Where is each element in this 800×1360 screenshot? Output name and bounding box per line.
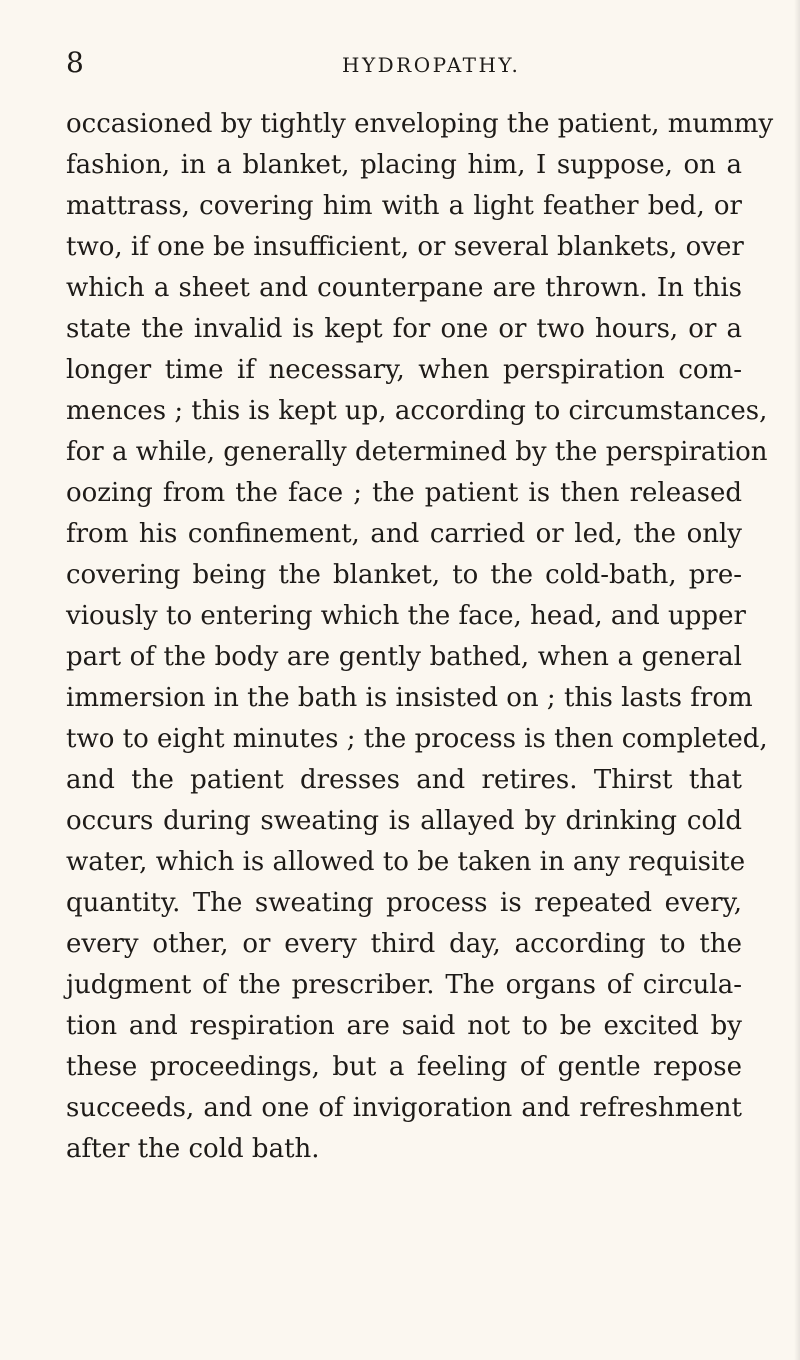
page-number: 8: [66, 46, 84, 79]
body-text: [66, 104, 774, 1170]
text-line: for a while, generally determined by the perspiration: [66, 437, 768, 467]
text-line: tion and respiration are said not to be excited by: [66, 1011, 742, 1041]
text-line: two to eight minutes ; the process is then completed,: [66, 724, 768, 754]
text-line: covering being the blanket, to the cold-bath, pre-: [66, 560, 742, 590]
text-line: longer time if necessary, when perspiration com-: [66, 355, 742, 385]
text-line: viously to entering which the face, head, and upper: [66, 601, 746, 631]
text-line: succeeds, and one of invigoration and refreshment: [66, 1093, 742, 1123]
text-line: these proceedings, but a feeling of gentle repose: [66, 1052, 742, 1082]
text-line: part of the body are gently bathed, when a general: [66, 642, 742, 672]
text-line: fashion, in a blanket, placing him, I suppose, on a: [66, 150, 742, 180]
text-line: oozing from the face ; the patient is then released: [66, 478, 742, 508]
text-line: after the cold bath.: [66, 1134, 320, 1164]
text-line: state the invalid is kept for one or two hours, or a: [66, 314, 742, 344]
text-line: mences ; this is kept up, according to circumstances,: [66, 396, 768, 426]
text-line: from his confinement, and carried or led, the only: [66, 519, 742, 549]
text-line: mattrass, covering him with a light feather bed, or: [66, 191, 742, 221]
text-line: which a sheet and counterpane are thrown. In this: [66, 273, 742, 303]
text-line: quantity. The sweating process is repeated every,: [66, 888, 742, 918]
text-line: water, which is allowed to be taken in any requisite: [66, 847, 746, 877]
text-line: and the patient dresses and retires. Thirst that: [66, 765, 742, 795]
text-line: occurs during sweating is allayed by drinking cold: [66, 806, 742, 836]
text-line: judgment of the prescriber. The organs of circula-: [66, 970, 742, 1000]
running-title: HYDROPATHY.: [342, 53, 521, 77]
text-line: every other, or every third day, according to the: [66, 929, 742, 959]
text-line: immersion in the bath is insisted on ; this lasts from: [66, 683, 753, 713]
text-line: two, if one be insufficient, or several blankets, over: [66, 232, 744, 262]
page-edge-shadow: [794, 0, 800, 1360]
text-line: occasioned by tightly enveloping the patient, mummy: [66, 109, 774, 139]
